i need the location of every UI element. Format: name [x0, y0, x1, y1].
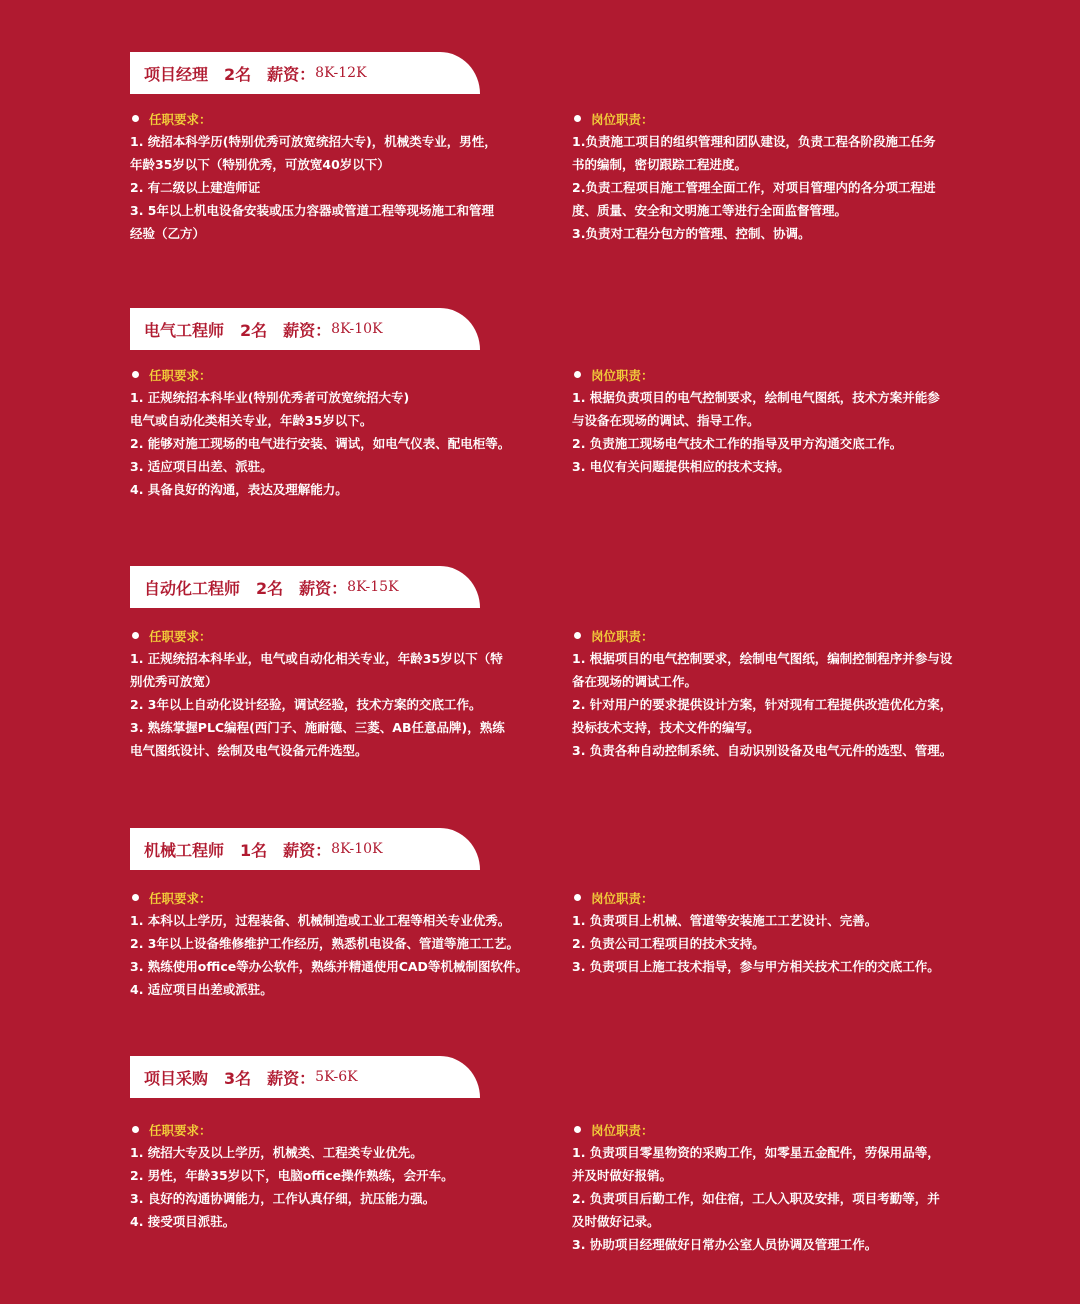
duty-line: 2. 负责施工现场电气技术工作的指导及甲方沟通交底工作。 [572, 436, 903, 451]
requirement-line: 别优秀可放宽） [130, 674, 218, 689]
requirements-heading [130, 363, 540, 386]
salary-value: 8K-15K [347, 579, 399, 595]
requirements-heading [130, 1118, 540, 1141]
duty-line: 2. 负责公司工程项目的技术支持。 [572, 936, 765, 951]
duties-column [572, 107, 982, 245]
requirements-column [130, 107, 540, 245]
bullet-dot-icon [574, 632, 581, 639]
requirement-line: 电气图纸设计、绘制及电气设备元件选型。 [130, 743, 368, 758]
job-title-tab [130, 566, 480, 608]
salary-value: 8K-10K [331, 841, 383, 857]
duty-line: 2. 负责项目后勤工作，如住宿，工人入职及安排，项目考勤等，并 [572, 1191, 940, 1206]
duty-line: 3. 负责项目上施工技术指导，参与甲方相关技术工作的交底工作。 [572, 959, 940, 974]
bullet-dot-icon [132, 115, 139, 122]
duty-line: 3. 电仪有关问题提供相应的技术支持。 [572, 459, 790, 474]
duties-column [572, 886, 982, 978]
job-title-tab [130, 1056, 480, 1098]
salary-label: 薪资： [299, 578, 348, 598]
duties-heading-label: 岗位职责： [591, 111, 654, 127]
requirement-line: 2. 男性，年龄35岁以下，电脑office操作熟练，会开车。 [130, 1168, 454, 1183]
requirement-line: 3. 熟练掌握PLC编程(西门子、施耐德、三菱、AB任意品牌)，熟练 [130, 720, 505, 735]
duties-column [572, 363, 982, 478]
duty-line: 1. 负责项目上机械、管道等安装施工工艺设计、完善。 [572, 913, 878, 928]
salary-value: 8K-10K [331, 321, 383, 337]
job-title: 机械工程师 [144, 840, 225, 860]
job-title: 电气工程师 [144, 320, 225, 340]
job-title: 项目经理 [144, 64, 209, 84]
bullet-dot-icon [574, 894, 581, 901]
requirement-line: 年龄35岁以下（特别优秀，可放宽40岁以下） [130, 157, 390, 172]
duty-line: 书的编制，密切跟踪工程进度。 [572, 157, 748, 172]
duty-line: 2. 针对用户的要求提供设计方案，针对现有工程提供改造优化方案， [572, 697, 953, 712]
duty-line: 投标技术支持，技术文件的编写。 [572, 720, 760, 735]
job-title: 项目采购 [144, 1068, 209, 1088]
duty-line: 备在现场的调试工作。 [572, 674, 698, 689]
duty-line: 1. 根据负责项目的电气控制要求，绘制电气图纸，技术方案并能参 [572, 390, 940, 405]
duty-line: 并及时做好报销。 [572, 1168, 673, 1183]
duty-line: 3. 负责各种自动控制系统、自动识别设备及电气元件的选型、管理。 [572, 743, 953, 758]
duty-line: 及时做好记录。 [572, 1214, 660, 1229]
requirement-line: 2. 能够对施工现场的电气进行安装、调试，如电气仪表、配电柜等。 [130, 436, 511, 451]
job-count: 3名 [224, 1068, 252, 1088]
job-title-tab [130, 52, 480, 94]
requirements-heading-label: 任职要求： [149, 111, 212, 127]
requirements-heading-label: 任职要求： [149, 367, 212, 383]
requirements-column [130, 1118, 540, 1233]
requirement-line: 3. 良好的沟通协调能力，工作认真仔细，抗压能力强。 [130, 1191, 436, 1206]
requirement-line: 1. 本科以上学历，过程装备、机械制造或工业工程等相关专业优秀。 [130, 913, 511, 928]
duties-heading-label: 岗位职责： [591, 890, 654, 906]
job-title-tab [130, 828, 480, 870]
duties-heading [572, 1118, 982, 1141]
requirement-line: 3. 适应项目出差、派驻。 [130, 459, 273, 474]
bullet-dot-icon [574, 115, 581, 122]
bullet-dot-icon [132, 1126, 139, 1133]
requirements-heading-label: 任职要求： [149, 1122, 212, 1138]
requirement-line: 4. 适应项目出差或派驻。 [130, 982, 273, 997]
requirements-column [130, 624, 540, 762]
duties-heading [572, 624, 982, 647]
job-count: 2名 [256, 578, 284, 598]
requirements-heading [130, 886, 540, 909]
duty-line: 度、质量、安全和文明施工等进行全面监督管理。 [572, 203, 848, 218]
bullet-dot-icon [132, 371, 139, 378]
requirements-heading [130, 107, 540, 130]
job-count: 1名 [240, 840, 268, 860]
requirements-column [130, 363, 540, 501]
job-title-tab [130, 308, 480, 350]
salary-value: 5K-6K [315, 1069, 358, 1085]
salary-value: 8K-12K [315, 65, 367, 81]
duties-heading [572, 886, 982, 909]
requirement-line: 2. 3年以上设备维修维护工作经历，熟悉机电设备、管道等施工工艺。 [130, 936, 519, 951]
job-count: 2名 [224, 64, 252, 84]
duties-heading-label: 岗位职责： [591, 628, 654, 644]
duty-line: 3.负责对工程分包方的管理、控制、协调。 [572, 226, 811, 241]
duties-column [572, 1118, 982, 1256]
requirement-line: 经验（乙方） [130, 226, 206, 241]
duty-line: 与设备在现场的调试、指导工作。 [572, 413, 760, 428]
duty-line: 2.负责工程项目施工管理全面工作，对项目管理内的各分项工程进 [572, 180, 936, 195]
duty-line: 1. 负责项目零星物资的采购工作，如零星五金配件，劳保用品等， [572, 1145, 940, 1160]
salary-label: 薪资： [283, 840, 332, 860]
requirement-line: 1. 统招大专及以上学历，机械类、工程类专业优先。 [130, 1145, 423, 1160]
requirement-line: 1. 正规统招本科毕业，电气或自动化相关专业，年龄35岁以下（特 [130, 651, 503, 666]
bullet-dot-icon [132, 894, 139, 901]
requirements-heading-label: 任职要求： [149, 890, 212, 906]
duty-line: 3. 协助项目经理做好日常办公室人员协调及管理工作。 [572, 1237, 878, 1252]
requirement-line: 4. 接受项目派驻。 [130, 1214, 236, 1229]
requirement-line: 4. 具备良好的沟通，表达及理解能力。 [130, 482, 348, 497]
requirement-line: 1. 正规统招本科毕业(特别优秀者可放宽统招大专) [130, 390, 410, 405]
requirement-line: 2. 有二级以上建造师证 [130, 180, 261, 195]
bullet-dot-icon [574, 1126, 581, 1133]
salary-label: 薪资： [267, 64, 316, 84]
bullet-dot-icon [132, 632, 139, 639]
requirement-line: 2. 3年以上自动化设计经验，调试经验，技术方案的交底工作。 [130, 697, 482, 712]
job-title: 自动化工程师 [144, 578, 241, 598]
requirements-heading [130, 624, 540, 647]
salary-label: 薪资： [283, 320, 332, 340]
bullet-dot-icon [574, 371, 581, 378]
duty-line: 1.负责施工项目的组织管理和团队建设，负责工程各阶段施工任务 [572, 134, 936, 149]
requirement-line: 3. 熟练使用office等办公软件，熟练并精通使用CAD等机械制图软件。 [130, 959, 528, 974]
requirement-line: 1. 统招本科学历(特别优秀可放宽统招大专)，机械类专业，男性， [130, 134, 497, 149]
duties-heading [572, 363, 982, 386]
requirement-line: 电气或自动化类相关专业，年龄35岁以下。 [130, 413, 373, 428]
requirement-line: 3. 5年以上机电设备安装或压力容器或管道工程等现场施工和管理 [130, 203, 494, 218]
duties-column [572, 624, 982, 762]
duties-heading-label: 岗位职责： [591, 1122, 654, 1138]
requirements-heading-label: 任职要求： [149, 628, 212, 644]
requirements-column [130, 886, 540, 1001]
job-count: 2名 [240, 320, 268, 340]
duty-line: 1. 根据项目的电气控制要求，绘制电气图纸，编制控制程序并参与设 [572, 651, 953, 666]
duties-heading-label: 岗位职责： [591, 367, 654, 383]
duties-heading [572, 107, 982, 130]
salary-label: 薪资： [267, 1068, 316, 1088]
